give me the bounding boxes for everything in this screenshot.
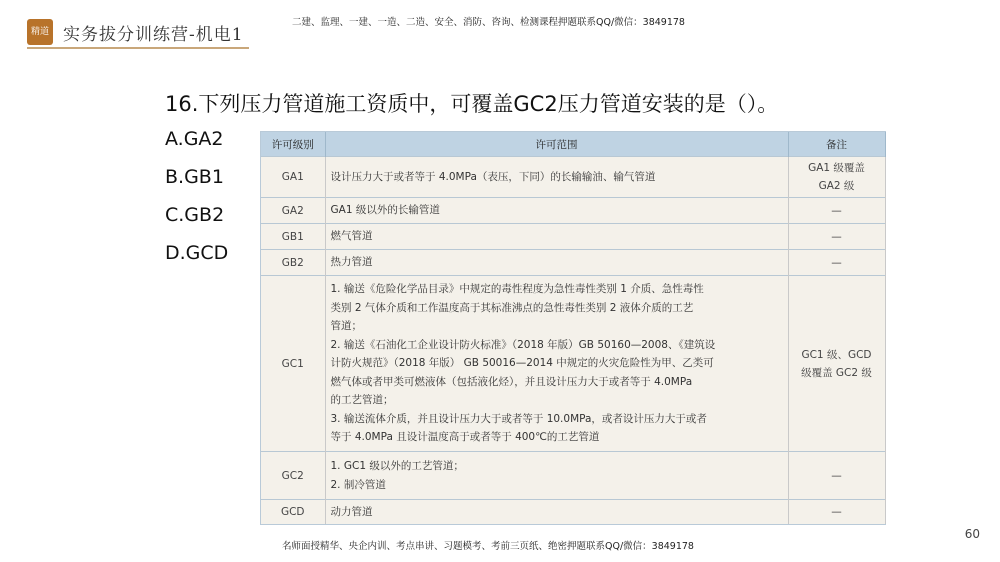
- permit-scope: [325, 198, 788, 224]
- permit-level: GB2: [261, 250, 325, 276]
- table-row: [261, 198, 885, 224]
- question-text: 16.下列压力管道施工资质中，可覆盖GC2压力管道安装的是（）。: [165, 92, 779, 116]
- permit-note: [788, 276, 885, 452]
- scope-line: 动力管道: [330, 505, 373, 518]
- table-row: [261, 224, 885, 250]
- note-line: —: [831, 204, 842, 217]
- note-line: GA2 级: [818, 180, 855, 192]
- scope-line: 的工艺管道；: [330, 394, 394, 407]
- permit-scope: [325, 250, 788, 276]
- scope-line: 等于 4.0MPa 且设计温度高于或者等于 400℃的工艺管道: [330, 431, 600, 444]
- page-number: 60: [964, 527, 980, 541]
- permit-level: GCD: [261, 500, 325, 524]
- scope-line: 3. 输送流体介质，并且设计压力大于或者等于 10.0MPa，或者设计压力大于或者: [330, 412, 707, 425]
- header-note: 备注: [788, 132, 885, 157]
- permit-note: [788, 157, 885, 198]
- permit-note: [788, 198, 885, 224]
- permit-note: [788, 500, 885, 524]
- scope-line: 管道；: [330, 320, 362, 333]
- permit-level: GA2: [261, 198, 325, 224]
- scope-line: GA1 级以外的长输管道: [330, 204, 440, 217]
- table-row: [261, 250, 885, 276]
- permit-table-image: [260, 131, 886, 525]
- scope-line: 燃气体或者甲类可燃液体（包括液化烃），并且设计压力大于或者等于 4.0MPa: [330, 375, 693, 388]
- note-line: —: [831, 505, 842, 518]
- option-a[interactable]: A.GA2: [165, 128, 224, 150]
- note-line: —: [831, 469, 842, 482]
- table-row: [261, 157, 885, 198]
- note-line: GA1 级覆盖: [808, 162, 865, 174]
- permit-note: [788, 250, 885, 276]
- bottom-contact-banner: 名师面授精华、央企内训、考点串讲、习题模考、考前三页纸、绝密押题联系QQ/微信：3849178: [282, 541, 694, 552]
- permit-scope: [325, 224, 788, 250]
- permit-level: GC2: [261, 452, 325, 500]
- course-title: 实务拔分训练营-机电1: [63, 25, 244, 45]
- header-level: 许可级别: [261, 132, 325, 157]
- scope-line: 热力管道: [330, 256, 373, 269]
- permit-table: [261, 132, 886, 524]
- permit-level: GB1: [261, 224, 325, 250]
- permit-scope: [325, 276, 788, 452]
- note-line: —: [831, 230, 842, 243]
- scope-line: 1. GC1 级以外的工艺管道；: [330, 460, 464, 472]
- option-c[interactable]: C.GB2: [165, 204, 225, 226]
- permit-note: [788, 224, 885, 250]
- scope-line: 燃气管道: [330, 230, 373, 243]
- table-row: [261, 276, 885, 452]
- brand-logo: 精道: [27, 19, 53, 45]
- table-row: [261, 500, 885, 524]
- top-contact-banner: 二建、监理、一建、一造、二造、安全、消防、咨询、检测课程押题联系QQ/微信：3849178: [292, 17, 685, 28]
- permit-level: GA1: [261, 157, 325, 198]
- permit-note: [788, 452, 885, 500]
- scope-line: 2. 制冷管道: [330, 478, 386, 491]
- table-row: [261, 452, 885, 500]
- note-line: 级覆盖 GC2 级: [801, 366, 872, 379]
- answer-options: [165, 126, 228, 278]
- header-scope: 许可范围: [325, 132, 788, 157]
- title-underline: [27, 47, 249, 49]
- scope-line: 设计压力大于或者等于 4.0MPa（表压，下同）的长输输油、输气管道: [330, 170, 656, 183]
- note-line: GC1 级、GCD: [801, 348, 872, 361]
- option-b[interactable]: B.GB1: [165, 166, 224, 188]
- table-header-row: [261, 132, 885, 157]
- permit-scope: [325, 157, 788, 198]
- option-d[interactable]: D.GCD: [165, 242, 229, 264]
- scope-line: 类别 2 气体介质和工作温度高于其标准沸点的急性毒性类别 2 液体介质的工艺: [330, 301, 694, 314]
- permit-scope: [325, 452, 788, 500]
- scope-line: 1. 输送《危险化学品目录》中规定的毒性程度为急性毒性类别 1 介质、急性毒性: [330, 283, 704, 296]
- permit-scope: [325, 500, 788, 524]
- scope-line: 计防火规范》（2018 年版） GB 50016—2014 中规定的火灾危险性为甲、乙类可: [330, 357, 714, 370]
- permit-level: GC1: [261, 276, 325, 452]
- note-line: —: [831, 256, 842, 269]
- scope-line: 2. 输送《石油化工企业设计防火标准》（2018 年版）GB 50160—2008、《建筑设: [330, 338, 716, 351]
